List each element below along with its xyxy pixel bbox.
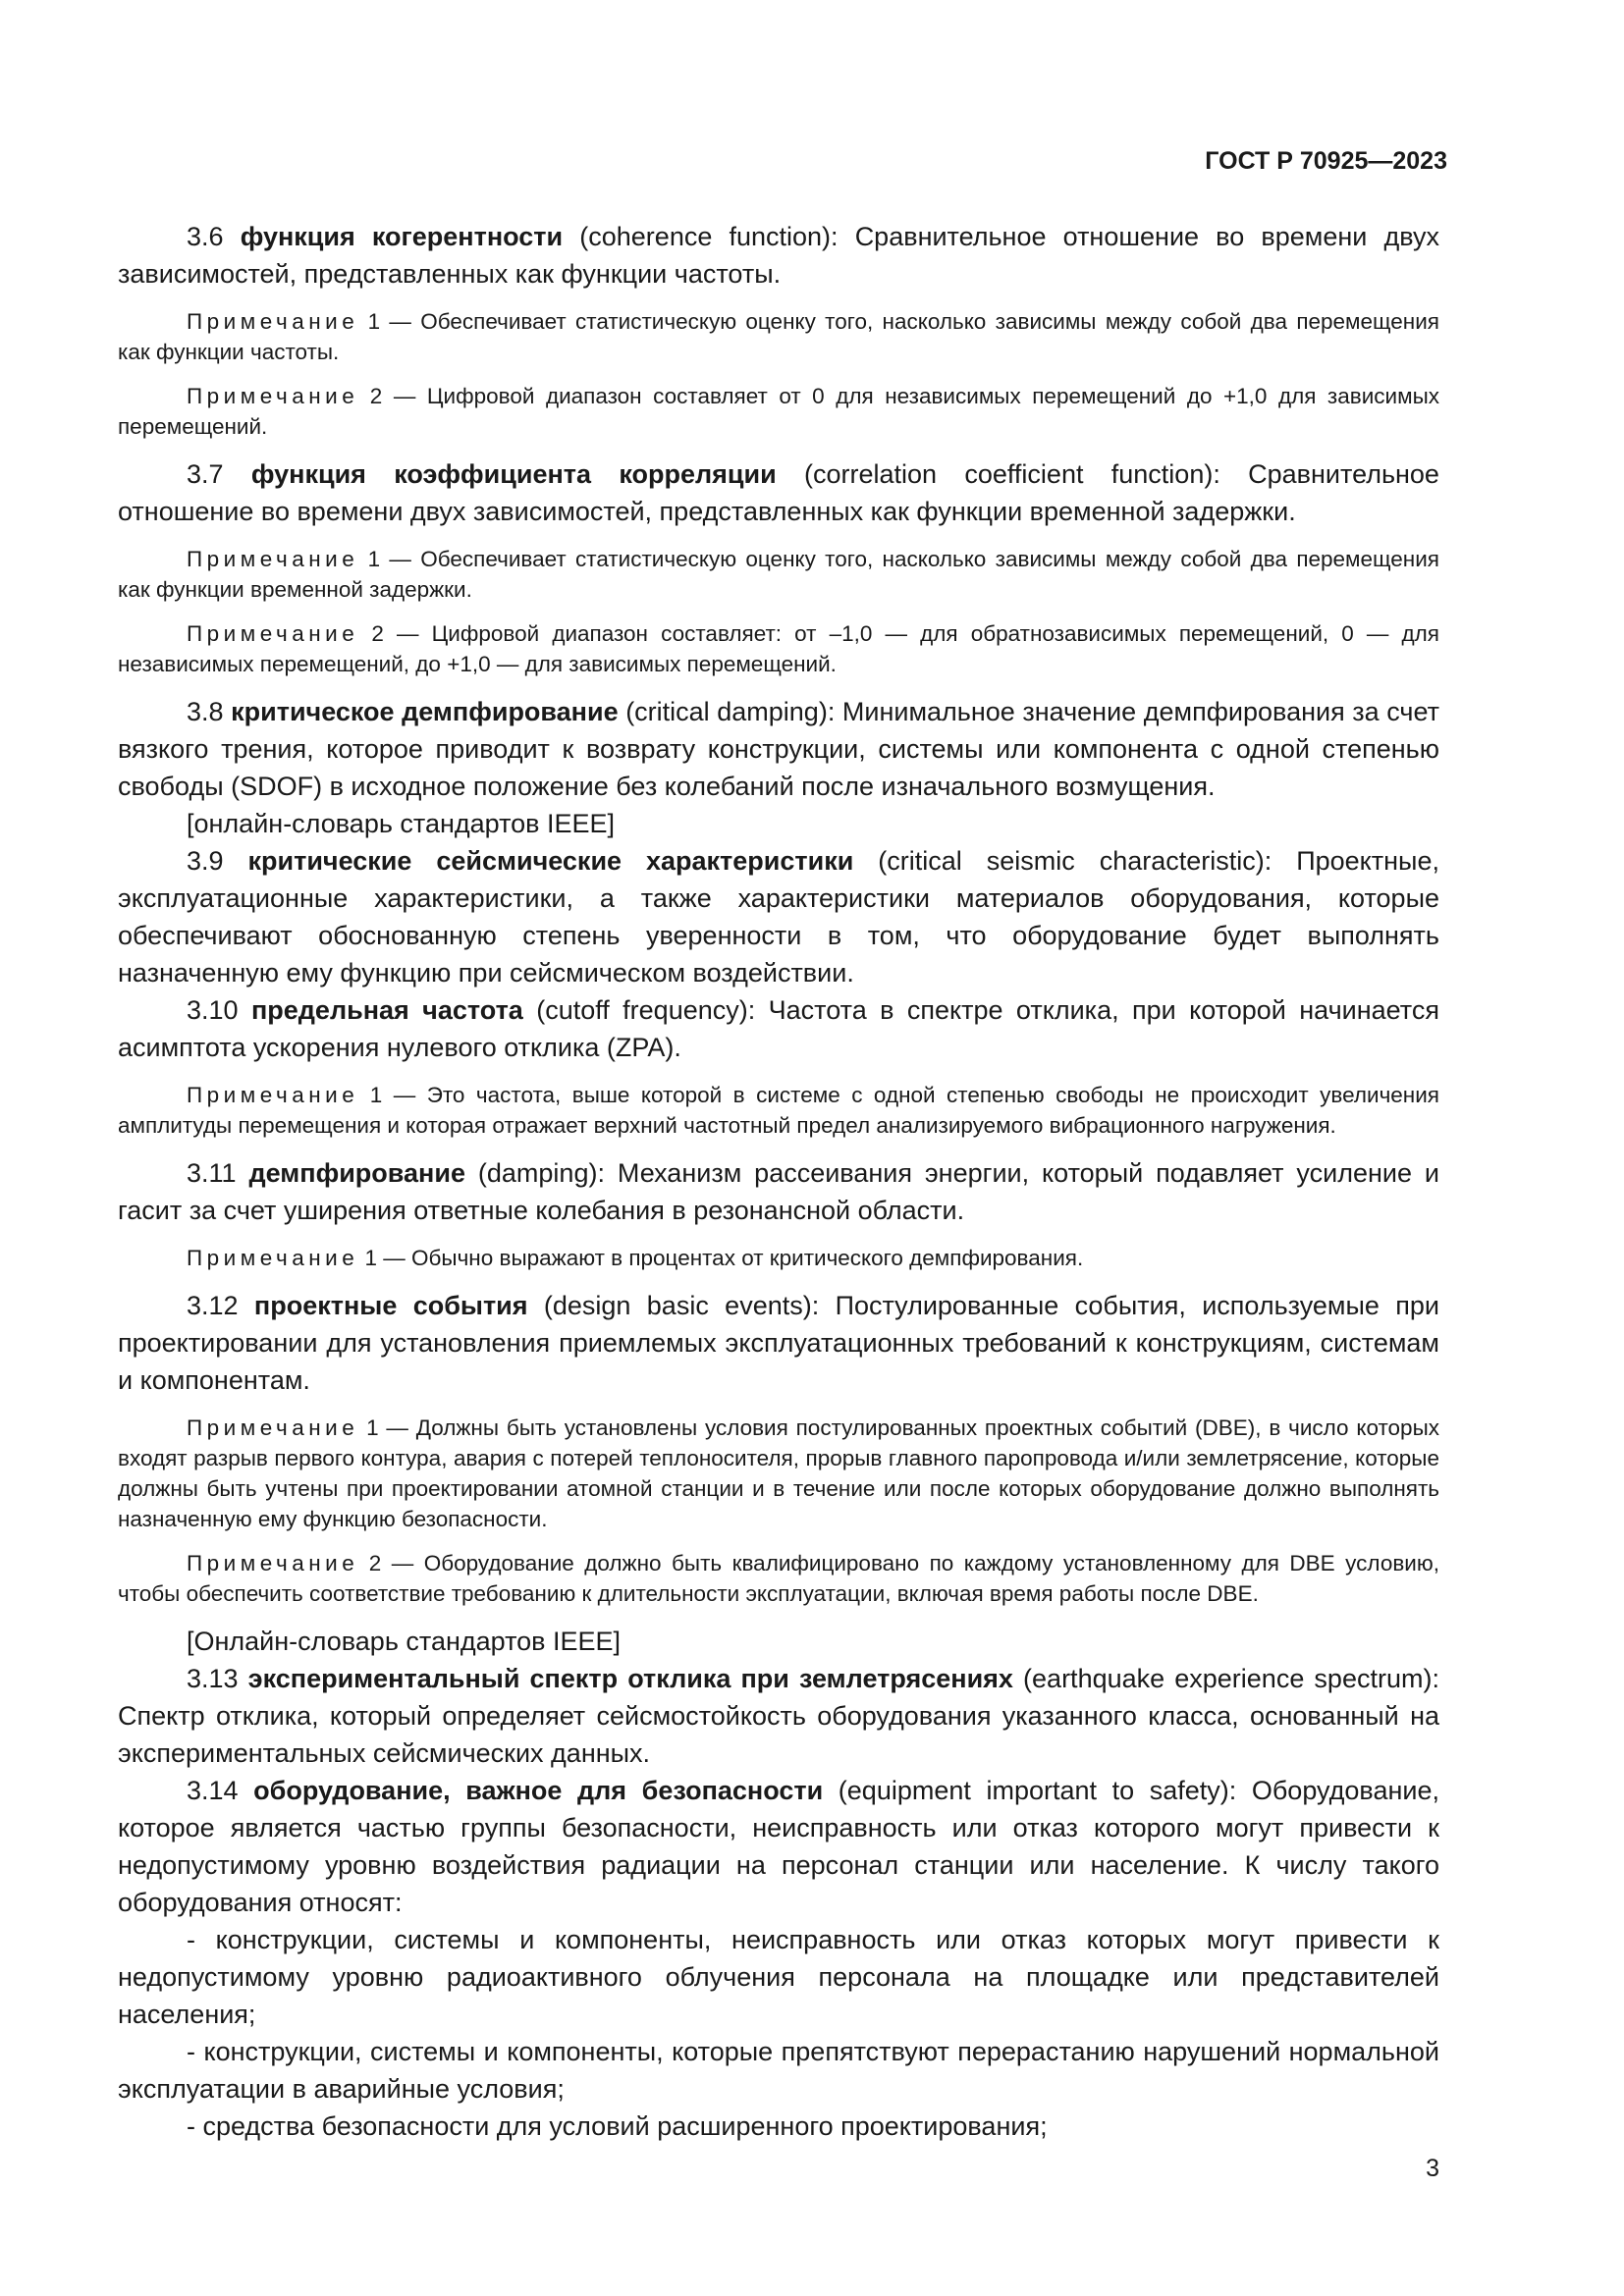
page-number: 3 [1426, 2155, 1439, 2182]
note-text: — Обеспечивает статистическую оценку того, насколько зависимы между собой два перемещения как функции частоты. [118, 309, 1439, 364]
note-number: 1 [364, 1246, 378, 1270]
note-3-6-2 [118, 381, 1439, 442]
document-code-header: ГОСТ Р 70925—2023 [1205, 147, 1447, 175]
note-label: Примечание [187, 621, 359, 646]
term-name: экспериментальный спектр отклика при землетрясениях [247, 1664, 1013, 1693]
note-number: 1 [367, 309, 381, 334]
term-english: (critical damping) [625, 697, 828, 726]
term-english: (critical seismic characteristic) [878, 846, 1265, 876]
term-definition: : Механизм рассеивания энергии, который подавляет усиление и гасит за счет уширения ответные колебания в резонансной области. [118, 1158, 1439, 1225]
list-item: - средства безопасности для условий расширенного проектирования; [187, 2111, 1048, 2141]
note-number: 1 [366, 1415, 379, 1440]
term-number: 3.8 [187, 697, 224, 726]
note-number: 1 [367, 547, 381, 571]
note-number: 2 [371, 621, 384, 646]
term-name: критические сейсмические характеристики [247, 846, 854, 876]
note-label: Примечание [187, 309, 359, 334]
term-entry-3-14 [118, 1772, 1439, 1921]
term-english: (earthquake experience spectrum) [1023, 1664, 1433, 1693]
term-definition: : Частота в спектре отклика, при которой начинается асимптота ускорения нулевого отклика (ZPA). [118, 995, 1439, 1062]
note-label: Примечание [187, 1083, 359, 1107]
term-definition: : Сравнительное отношение во времени двух зависимостей, представленных как функции частоты. [118, 222, 1439, 289]
note-text: — Цифровой диапазон составляет от 0 для независимых перемещений до +1,0 для зависимых перемещений. [118, 384, 1439, 439]
term-definition: : Сравнительное отношение во времени двух зависимостей, представленных как функции временной задержки. [118, 459, 1439, 526]
term-number: 3.10 [187, 995, 239, 1025]
note-3-12-2 [118, 1548, 1439, 1609]
note-text: — Цифровой диапазон составляет: от –1,0 — для обратнозависимых перемещений, 0 — для независимых перемещений, до +1,0 — для зависимых перемещений. [118, 621, 1439, 676]
term-number: 3.9 [187, 846, 224, 876]
note-number: 1 [369, 1083, 383, 1107]
list-item: - конструкции, системы и компоненты, неисправность или отказ которых могут привести к недопустимому уровню радиоактивного облучения персонала на площадке или представителей населения; [118, 1925, 1439, 2029]
term-definition: : Минимальное значение демпфирования за счет вязкого трения, которое приводит к возврату конструкции, системы или компонента с одной степенью свободы (SDOF) в исходное положение без колебаний после изначального возмущения. [118, 697, 1439, 801]
term-definition: : Постулированные события, используемые при проектировании для установления приемлемых эксплуатационных требований к конструкциям, системам и компонентам. [118, 1291, 1439, 1395]
term-entry-3-11 [118, 1154, 1439, 1229]
term-name: проектные события [253, 1291, 528, 1320]
term-name: предельная частота [250, 995, 523, 1025]
note-3-7-1 [118, 544, 1439, 605]
note-3-6-1 [118, 306, 1439, 367]
note-text: — Оборудование должно быть квалифицировано по каждому установленному для DBE условию, чтобы обеспечить соответствие требованию к длительности эксплуатации, включая время работы после DBE. [118, 1551, 1439, 1606]
term-number: 3.6 [187, 222, 224, 251]
term-name: критическое демпфирование [231, 697, 619, 726]
term-entry-3-8 [118, 693, 1439, 805]
term-name: функция когерентности [240, 222, 564, 251]
term-definition: : Спектр отклика, который определяет сейсмостойкость оборудования указанного класса, основанный на экспериментальных сейсмических данных. [118, 1664, 1439, 1768]
note-3-7-2 [118, 618, 1439, 679]
term-english: (equipment important to safety) [838, 1776, 1229, 1805]
document-body [118, 218, 1439, 2145]
term-number: 3.12 [187, 1291, 239, 1320]
note-label: Примечание [187, 547, 359, 571]
term-number: 3.7 [187, 459, 224, 489]
term-name: оборудование, важное для безопасности [253, 1776, 824, 1805]
term-english: (coherence function) [579, 222, 832, 251]
term-entry-3-9 [118, 842, 1439, 991]
note-number: 2 [368, 1551, 382, 1575]
source-reference-3-8: [онлайн-словарь стандартов IEEE] [187, 809, 616, 838]
note-label: Примечание [187, 1415, 359, 1440]
note-text: — Должны быть установлены условия постулированных проектных событий (DBE), в число которых входят разрыв первого контура, авария с потерей теплоносителя, прорыв главного паропровода и/или землетрясение, которые должны быть учтены при проектировании атомной станции и в течение или после которых оборудование должно выполнять назначенную ему функцию безопасности. [118, 1415, 1439, 1531]
term-entry-3-7 [118, 455, 1439, 530]
term-number: 3.13 [187, 1664, 239, 1693]
term-number: 3.14 [187, 1776, 239, 1805]
note-text: — Обычно выражают в процентах от критического демпфирования. [377, 1246, 1084, 1270]
note-label: Примечание [187, 384, 359, 408]
note-text: — Обеспечивает статистическую оценку того, насколько зависимы между собой два перемещения как функции временной задержки. [118, 547, 1439, 602]
term-name: функция коэффициента корреляции [250, 459, 777, 489]
term-name: демпфирование [248, 1158, 465, 1188]
term-entry-3-12 [118, 1287, 1439, 1399]
term-entry-3-10 [118, 991, 1439, 1066]
term-number: 3.11 [187, 1158, 237, 1188]
term-english: (design basic events) [543, 1291, 812, 1320]
note-3-11-1 [118, 1243, 1439, 1273]
note-number: 2 [369, 384, 383, 408]
note-3-10-1 [118, 1080, 1439, 1141]
term-english: (correlation coefficient function) [804, 459, 1214, 489]
term-entry-3-13 [118, 1660, 1439, 1772]
note-label: Примечание [187, 1551, 359, 1575]
note-3-12-1 [118, 1413, 1439, 1534]
term-english: (cutoff frequency) [536, 995, 748, 1025]
term-english: (damping) [477, 1158, 598, 1188]
note-label: Примечание [187, 1246, 359, 1270]
term-entry-3-6 [118, 218, 1439, 293]
term-definition: : Оборудование, которое является частью группы безопасности, неисправность или отказ которого могут привести к недопустимому уровню воздействия радиации на персонал станции или население. К числу такого оборудования относят: [118, 1776, 1439, 1917]
list-item: - конструкции, системы и компоненты, которые препятствуют перерастанию нарушений нормальной эксплуатации в аварийные условия; [118, 2037, 1439, 2104]
term-definition: : Проектные, эксплуатационные характеристики, а также характеристики материалов оборудования, которые обеспечивают обоснованную степень уверенности в том, что оборудование будет выполнять назначенную ему функцию при сейсмическом воздействии. [118, 846, 1439, 988]
source-reference-3-12: [Онлайн-словарь стандартов IEEE] [187, 1627, 622, 1656]
note-text: — Это частота, выше которой в системе с одной степенью свободы не происходит увеличения амплитуды перемещения и которая отражает верхний частотный предел анализируемого вибрационного нагружения. [118, 1083, 1439, 1138]
